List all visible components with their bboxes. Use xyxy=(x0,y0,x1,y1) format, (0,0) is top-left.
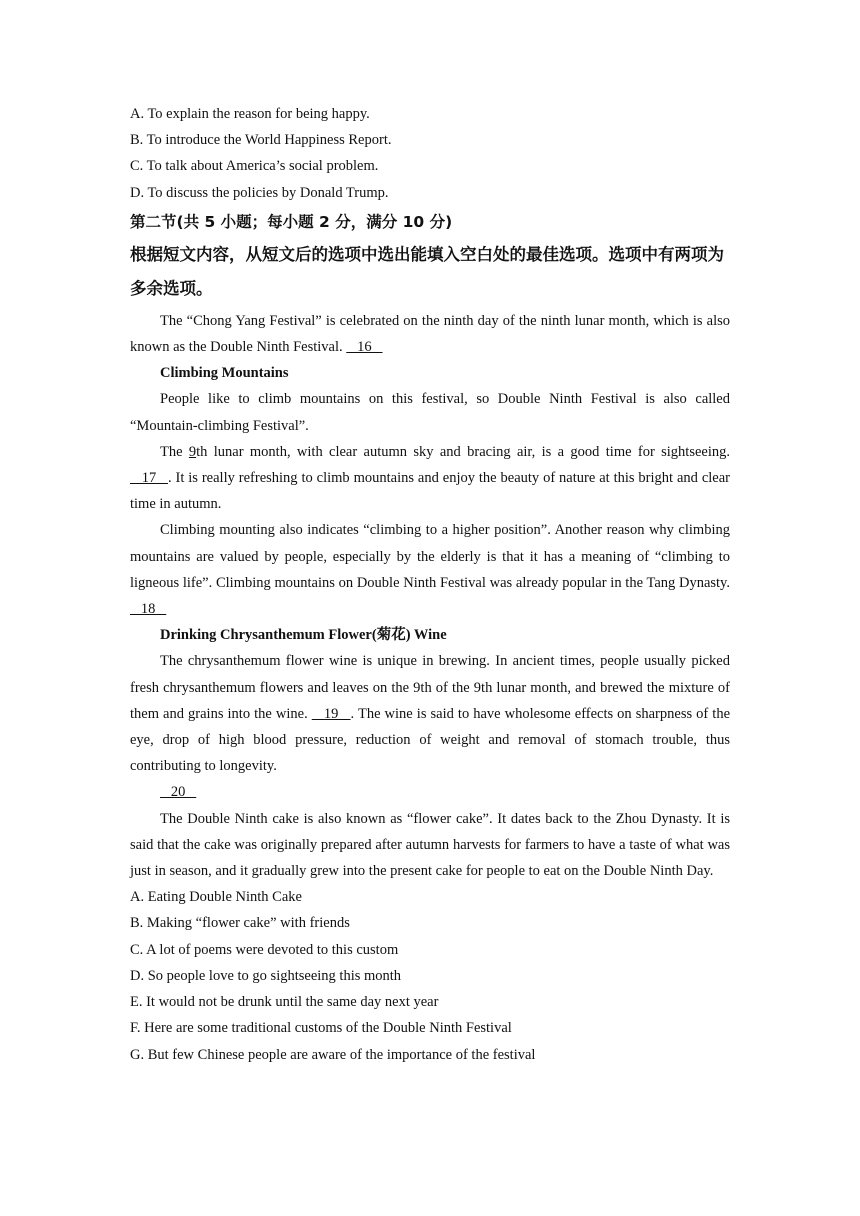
heading-chrysanthemum-wine: Drinking Chrysanthemum Flower(菊花) Wine xyxy=(160,627,447,644)
blank-17: 17 xyxy=(130,470,168,487)
blank-16: 16 xyxy=(346,339,383,356)
blank-18: 18 xyxy=(130,601,167,618)
option-b: B. Making “flower cake” with friends xyxy=(130,915,350,932)
paragraph-text: The xyxy=(160,443,189,460)
paragraph-text: Climbing mounting also indicates “climbing to a higher position”. Another reason why climbing mountains are valued by people, especially by the elderly is that it has a meaning of “climbing to ligneous life”. Climbing mountains on Double Ninth Festival was already popular in the Tang Dynasty. xyxy=(130,522,730,591)
prev-option-b: B. To introduce the World Happiness Report. xyxy=(130,132,392,149)
passage-paragraph-4 xyxy=(130,517,730,622)
option-f: F. Here are some traditional customs of the Double Ninth Festival xyxy=(130,1020,512,1037)
blank-19: 19 xyxy=(311,705,351,722)
document-page xyxy=(130,101,730,1068)
passage-paragraph-2: People like to climb mountains on this festival, so Double Ninth Festival is also called “Mountain-climbing Festival”. xyxy=(130,391,730,434)
passage-paragraph-1 xyxy=(130,308,730,360)
option-e: E. It would not be drunk until the same day next year xyxy=(130,994,439,1011)
section-title: 第二节(共 5 小题；每小题 2 分，满分 10 分) xyxy=(130,212,453,231)
section-instruction: 根据短文内容，从短文后的选项中选出能填入空白处的最佳选项。选项中有两项为多余选项。 xyxy=(130,244,724,298)
prev-option-c: C. To talk about America’s social problem. xyxy=(130,158,379,175)
option-g: G. But few Chinese people are aware of the importance of the festival xyxy=(130,1046,536,1063)
paragraph-text: th lunar month, with clear autumn sky and bracing air, is a good time for sightseeing. xyxy=(196,443,730,460)
paragraph-text: The “Chong Yang Festival” is celebrated on the ninth day of the ninth lunar month, which is also known as the Double Ninth Festival. xyxy=(130,312,730,356)
prev-option-a: A. To explain the reason for being happy. xyxy=(130,106,370,122)
blank-20: 20 xyxy=(160,784,197,801)
passage-blank-20-line xyxy=(130,779,730,805)
option-c: C. A lot of poems were devoted to this custom xyxy=(130,941,399,958)
passage-paragraph-3 xyxy=(130,439,730,518)
underlined-nine: 9 xyxy=(188,443,197,460)
passage-paragraph-5 xyxy=(130,648,730,779)
option-d: D. So people love to go sightseeing this month xyxy=(130,967,402,984)
passage-paragraph-6: The Double Ninth cake is also known as “flower cake”. It dates back to the Zhou Dynasty. It is said that the cake was originally prepared after autumn harvests for farmers to have a taste of what was just in season, and it gradually grew into the present cake for people to eat on the Double Ninth Day. xyxy=(130,810,730,880)
option-a: A. Eating Double Ninth Cake xyxy=(130,889,302,906)
heading-climbing-mountains: Climbing Mountains xyxy=(160,365,289,382)
paragraph-text: . The wine is said to have wholesome effects on sharpness of the eye, drop of high blood pressure, reduction of weight and removal of stomach trouble, thus contributing to longevity. xyxy=(130,705,730,775)
prev-option-d: D. To discuss the policies by Donald Trump. xyxy=(130,184,389,201)
paragraph-text: The chrysanthemum flower wine is unique in brewing. In ancient times, people usually picked fresh chrysanthemum flowers and leaves on the 9th of the 9th lunar month, and brewed the mixture of them and grains into the wine. xyxy=(130,653,730,722)
paragraph-text: . It is really refreshing to climb mountains and enjoy the beauty of nature at this bright and clear time in autumn. xyxy=(130,470,730,513)
